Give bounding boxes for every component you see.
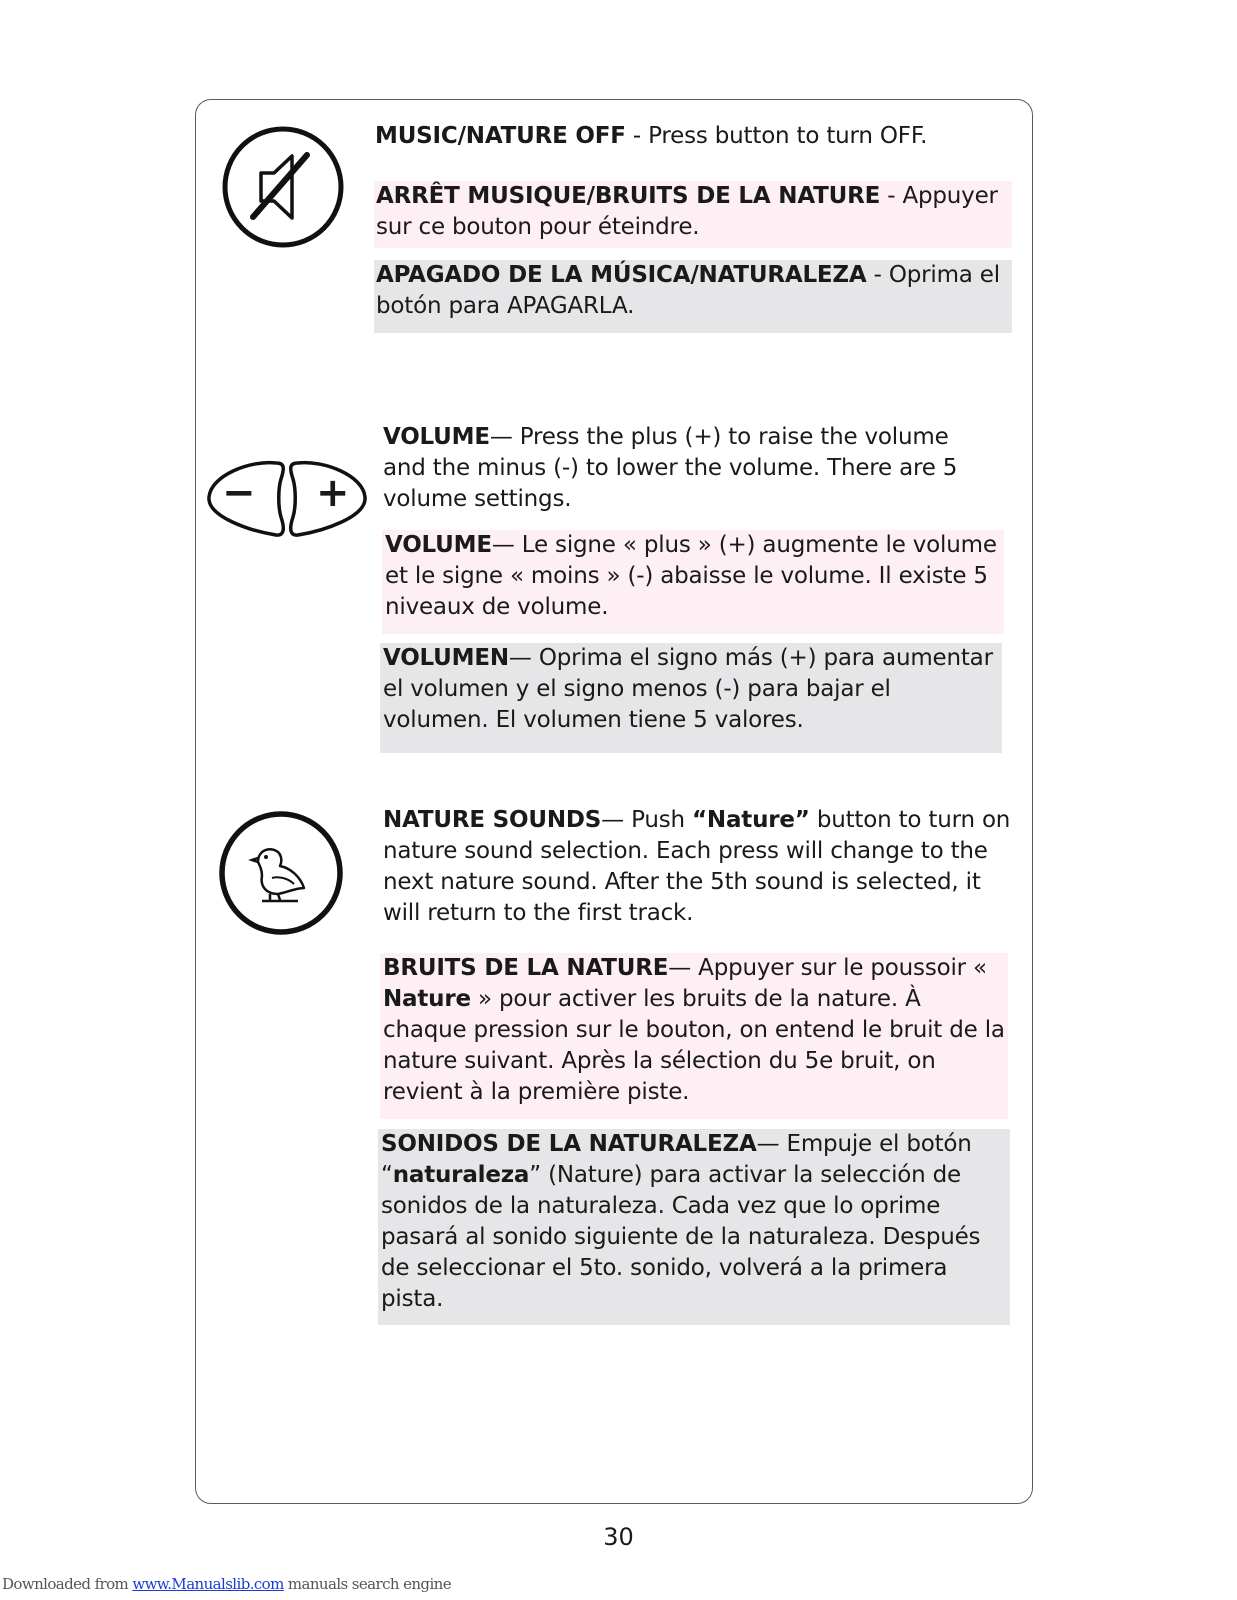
off-text-es [374,260,1012,333]
nature-desc-fr-2: » pour activer les bruits de la nature. À chaque pression sur le bouton, on entend le bruit de la nature suivant. Après la sélection du 5e bruit, on revient à la première piste. [383,986,1005,1105]
off-text-fr [374,181,1012,248]
nature-title-fr: BRUITS DE LA NATURE [383,955,669,981]
off-desc-es: - Oprima el botón para APAGARLA. [376,262,1000,319]
footer-suffix: manuals search engine [283,1575,451,1593]
off-desc-en: - Press button to turn OFF. [625,123,928,149]
volume-title-fr: VOLUME [385,532,492,558]
volume-text-en [383,422,983,515]
nature-title-en: NATURE SOUNDS [383,807,602,833]
download-footer [2,1575,451,1593]
off-title-en: MUSIC/NATURE OFF [375,123,626,149]
footer-prefix: Downloaded from [2,1575,133,1593]
bird-icon [218,810,345,937]
nature-desc-fr-1: — Appuyer sur le poussoir « [668,955,987,981]
off-desc-fr: - Appuyer sur ce bouton pour éteindre. [376,183,998,240]
minus-symbol: − [222,470,256,516]
volume-text-es [380,643,1002,753]
off-title-es: APAGADO DE LA MÚSICA/NATURALEZA [376,262,867,288]
nature-button-name-fr: Nature [383,986,471,1012]
manualslib-link[interactable]: www.Manualslib.com [132,1575,284,1593]
nature-desc-en-2: button to turn on nature sound selection. Each press will change to the next nature sound. After the 5th sound is selected, it will return to the first track. [383,807,1011,926]
volume-desc-fr: — Le signe « plus » (+) augmente le volume et le signe « moins » (-) abaisse le volume. Il existe 5 niveaux de volume. [385,532,997,620]
nature-text-fr [380,953,1008,1119]
nature-button-name-en: “Nature” [692,807,810,833]
nature-desc-en-1: — Push [601,807,692,833]
volume-title-es: VOLUMEN [383,645,509,671]
volume-desc-es: — Oprima el signo más (+) para aumentar el volumen y el signo menos (-) para bajar el volumen. El volumen tiene 5 valores. [383,645,993,733]
nature-text-es [378,1129,1010,1325]
volume-text-fr [382,530,1004,634]
off-title-fr: ARRÊT MUSIQUE/BRUITS DE LA NATURE [376,183,881,209]
page-number: 30 [603,1523,634,1551]
volume-title-en: VOLUME [383,424,490,450]
nature-desc-es-1: — Empuje el botón “ [381,1131,972,1188]
nature-text-en [383,805,1013,929]
plus-symbol: + [316,470,350,516]
volume-desc-en: — Press the plus (+) to raise the volume and the minus (-) to lower the volume. There are 5 volume settings. [383,424,958,512]
nature-button-name-es: naturaleza [392,1162,530,1188]
nature-title-es: SONIDOS DE LA NATURALEZA [381,1131,757,1157]
off-text-en [375,121,1005,152]
nature-desc-es-2: ” (Nature) para activar la selección de sonidos de la naturaleza. Cada vez que lo oprime pasará al sonido siguiente de la naturaleza. Después de seleccionar el 5to. sonido, volverá a la primera pista. [381,1162,981,1312]
mute-icon [221,125,345,249]
